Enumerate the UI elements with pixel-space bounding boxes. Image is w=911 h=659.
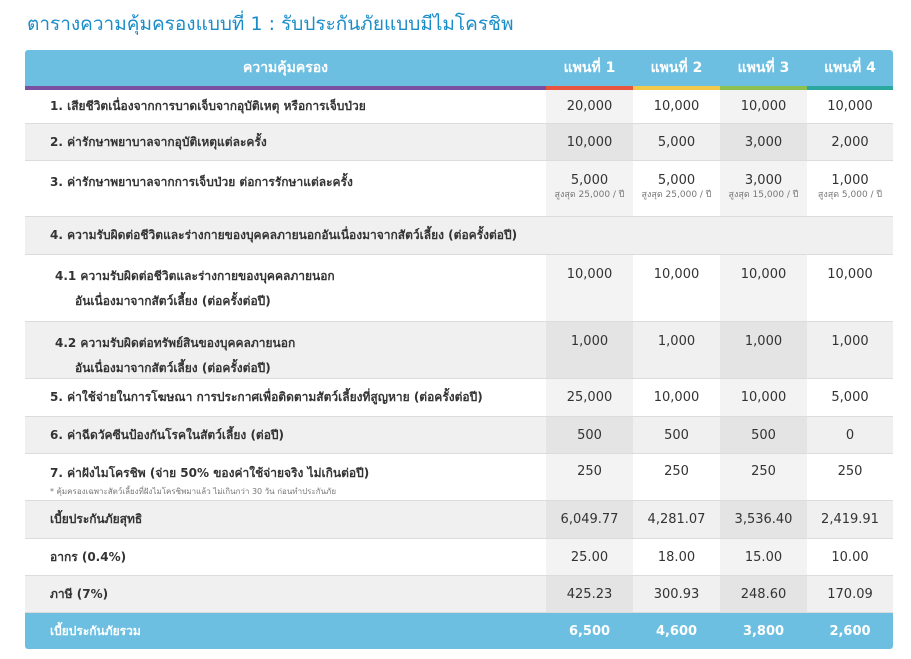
row-value-plan-4: 5,000 xyxy=(831,390,869,405)
table-row xyxy=(25,539,893,576)
annual-max-text: สูงสุด 25,000 / ปี xyxy=(641,190,712,200)
total-plan-1: 6,500 xyxy=(568,623,611,639)
row-value-plan-1: 25.00 xyxy=(546,539,633,575)
table-row xyxy=(25,255,893,322)
value-text: 3,000 xyxy=(744,173,783,188)
table-row xyxy=(25,124,893,161)
row-label: 2. ค่ารักษาพยาบาลจากอุบัติเหตุแต่ละครั้ง xyxy=(50,134,267,149)
row-value-plan-2 xyxy=(633,161,720,216)
total-plan-2: 4,600 xyxy=(655,623,698,639)
table-row xyxy=(25,501,893,539)
row-value-plan-1: 10,000 xyxy=(546,255,633,321)
table-row xyxy=(25,161,893,217)
row-label-line-2: อันเนื่องมาจากสัตว์เลี้ยง (ต่อครั้งต่อปี) xyxy=(75,361,271,375)
value-text: 5,000 xyxy=(657,173,696,188)
row-value-plan-3: 10,000 xyxy=(720,255,807,321)
row-label xyxy=(25,255,546,321)
row-label: 6. ค่าฉีดวัคซีนป้องกันโรคในสัตว์เลี้ยง (ต่อปี) xyxy=(50,427,285,442)
row-label-line-2: อันเนื่องมาจากสัตว์เลี้ยง (ต่อครั้งต่อปี) xyxy=(75,294,271,308)
coverage-table xyxy=(25,50,893,649)
row-label: 5. ค่าใช้จ่ายในการโฆษณา การประกาศเพื่อติดตามสัตว์เลี้ยงที่สูญหาย (ต่อครั้งต่อปี) xyxy=(50,390,483,404)
row-label: 1. เสียชีวิตเนื่องจากการบาดเจ็บจากอุบัติเหตุ หรือการเจ็บป่วย xyxy=(50,99,366,113)
row-value-plan-2: 10,000 xyxy=(653,267,700,282)
row-value-plan-3: 250 xyxy=(720,454,807,500)
row-value-plan-2: 5,000 xyxy=(657,134,696,150)
row-value-plan-4: 0 xyxy=(845,427,855,443)
row-value-plan-1: 500 xyxy=(546,417,633,453)
row-value-plan-4: 2,000 xyxy=(831,134,869,150)
row-value-plan-4: 10.00 xyxy=(831,549,869,565)
row-label xyxy=(25,322,546,378)
row-value-plan-4: 10,000 xyxy=(827,99,873,114)
row-value-plan-1 xyxy=(546,161,633,216)
row-value-plan-4: 1,000 xyxy=(831,334,869,349)
value-text: 1,000 xyxy=(831,173,869,188)
row-label-text: 7. ค่าฝังไมโครชิพ (จ่าย 50% ของค่าใช้จ่ายจริง ไม่เกินต่อปี) xyxy=(50,466,370,480)
row-value-plan-4: 170.09 xyxy=(827,586,873,602)
table-row xyxy=(25,90,893,124)
table-row xyxy=(25,417,893,454)
total-plan-3: 3,800 xyxy=(742,623,785,639)
row-value-plan-3: 500 xyxy=(720,417,807,453)
row-value-plan-1: 25,000 xyxy=(546,379,633,416)
row-label-line-1: 4.1 ความรับผิดต่อชีวิตและร่างกายของบุคคลภายนอก xyxy=(55,269,335,283)
row-value-plan-3: 1,000 xyxy=(720,322,807,378)
total-label: เบี้ยประกันภัยรวม xyxy=(50,623,141,638)
plan-1-header: แพนที่ 1 xyxy=(563,60,616,76)
row-value-plan-2: 1,000 xyxy=(657,334,696,349)
row-value-plan-3 xyxy=(720,161,807,216)
table-row xyxy=(25,322,893,379)
row-value-plan-1: 10,000 xyxy=(546,124,633,160)
row-value-plan-2: 500 xyxy=(664,427,689,443)
row-value-plan-2: 4,281.07 xyxy=(647,512,706,527)
annual-max-text: สูงสุด 25,000 / ปี xyxy=(554,190,625,200)
row-value-plan-1: 425.23 xyxy=(546,576,633,612)
table-row xyxy=(25,379,893,417)
row-value-plan-3: 3,536.40 xyxy=(720,501,807,538)
row-value-plan-3: 10,000 xyxy=(720,90,807,123)
table-row xyxy=(25,454,893,501)
plan-4-header: แพนที่ 4 xyxy=(824,60,876,76)
annual-max-text: สูงสุด 15,000 / ปี xyxy=(728,190,799,200)
row-value-plan-2: 10,000 xyxy=(653,99,700,114)
row-footnote: * คุ้มครองเฉพาะสัตว์เลี้ยงที่ฝังไมโครชิพมาแล้ว ไม่เกินกว่า 30 วัน ก่อนทำประกันภัย xyxy=(50,487,337,496)
row-label: อากร (0.4%) xyxy=(50,549,127,564)
page-title: ตารางความคุ้มครองแบบที่ 1 : รับประกันภัยแบบมีไมโครชิพ xyxy=(27,13,514,35)
row-label xyxy=(25,454,546,500)
total-plan-4: 2,600 xyxy=(829,623,871,639)
table-row xyxy=(25,576,893,613)
row-value-plan-3: 10,000 xyxy=(720,379,807,416)
row-value-plan-2: 10,000 xyxy=(653,390,700,405)
row-label: เบี้ยประกันภัยสุทธิ xyxy=(50,512,143,526)
section-row xyxy=(25,217,893,255)
section-label: 4. ความรับผิดต่อชีวิตและร่างกายของบุคคลภายนอกอันเนื่องมาจากสัตว์เลี้ยง (ต่อครั้งต่อปี) xyxy=(50,228,518,242)
row-value-plan-1: 20,000 xyxy=(546,90,633,123)
row-value-plan-4: 10,000 xyxy=(827,267,873,282)
row-value-plan-3: 3,000 xyxy=(720,124,807,160)
row-value-plan-4: 2,419.91 xyxy=(821,512,879,527)
row-value-plan-2: 18.00 xyxy=(657,549,696,565)
row-value-plan-4: 250 xyxy=(837,464,863,479)
row-value-plan-1: 6,049.77 xyxy=(546,501,633,538)
row-value-plan-2: 300.93 xyxy=(653,586,700,602)
row-label: 3. ค่ารักษาพยาบาลจากการเจ็บป่วย ต่อการรักษาแต่ละครั้ง xyxy=(50,175,353,189)
row-value-plan-3: 248.60 xyxy=(720,576,807,612)
row-value-plan-4 xyxy=(807,161,893,216)
plan-2-header: แพนที่ 2 xyxy=(650,60,703,76)
annual-max-text: สูงสุด 5,000 / ปี xyxy=(817,190,883,200)
coverage-header: ความคุ้มครอง xyxy=(242,60,329,76)
total-row xyxy=(25,613,893,649)
row-label: ภาษี (7%) xyxy=(50,586,109,601)
row-value-plan-1: 250 xyxy=(546,454,633,500)
table-header xyxy=(25,50,893,86)
row-value-plan-2: 250 xyxy=(664,464,689,479)
plan-3-header: แพนที่ 3 xyxy=(737,60,790,76)
row-value-plan-1: 1,000 xyxy=(546,322,633,378)
row-label-line-1: 4.2 ความรับผิดต่อทรัพย์สินของบุคคลภายนอก xyxy=(55,336,296,350)
row-value-plan-3: 15.00 xyxy=(720,539,807,575)
value-text: 5,000 xyxy=(570,173,609,188)
